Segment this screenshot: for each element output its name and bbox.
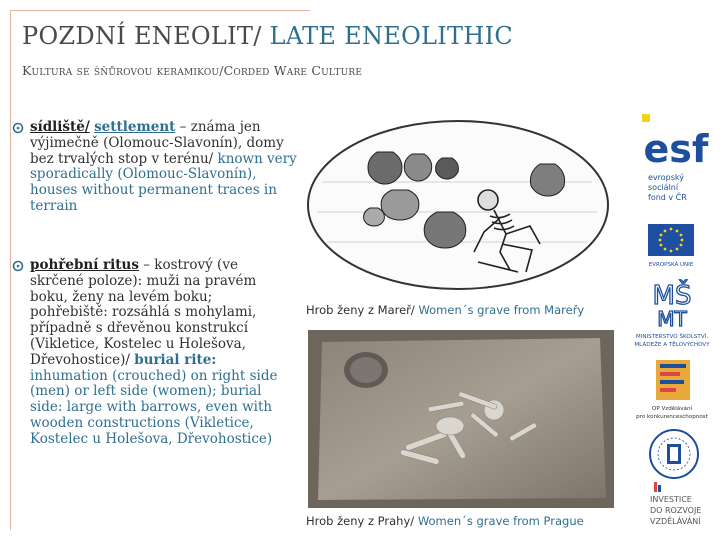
term-settlement-en: settlement (94, 119, 176, 135)
msmt-logo-icon (653, 279, 692, 331)
investice-line3: VZDĚLÁVÁNÍ (650, 517, 701, 526)
caption-prague-en: Women´s grave from Prague (417, 514, 584, 528)
bullet-icon (12, 260, 24, 272)
burial-text-en: inhumation (crouched) on right side (men) or left side (women); burial side: large with barrows, even with wooden constructions (Vikletice, Kostelec u Holešova, Dřevohostice) (30, 367, 278, 447)
caption-marefy (306, 303, 584, 317)
term-burial-cz: pohřební ritus (30, 257, 139, 273)
investice-line1: INVESTICE (650, 495, 692, 504)
eu-flag-icon (648, 224, 694, 256)
subtitle-czech: Kultura se šňůrovou keramikou/ (22, 63, 224, 78)
bullet-burial-rite (30, 258, 292, 448)
op-line2: pro konkurenceschopnost (636, 414, 708, 420)
grave-illustration (302, 112, 614, 298)
slide-frame-top (10, 10, 310, 11)
esf-line1: evropský (648, 173, 684, 182)
grave-photo (308, 330, 614, 508)
investice-line2: DO ROZVOJE (650, 506, 702, 515)
slide-subtitle (22, 63, 362, 78)
op-vk-logo-icon (656, 360, 690, 400)
term-settlement-cz: sídliště/ (30, 119, 90, 135)
msmt-line2: MLÁDEŽE A TĚLOVÝCHOVY (634, 342, 710, 348)
subtitle-english: Corded Ware Culture (223, 63, 363, 78)
esf-logo-icon (642, 110, 710, 171)
slide-frame-left (10, 10, 11, 530)
svg-text:MŠ: MŠ (652, 281, 692, 311)
funding-logos (620, 104, 718, 534)
term-burial-en: burial rite: (134, 351, 217, 368)
caption-prague-cz: Hrob ženy z Prahy/ (306, 514, 415, 528)
esf-line3: fond v ČR (648, 193, 687, 202)
investice-logo-icon (654, 482, 661, 492)
msmt-line1: MINISTERSTVO ŠKOLSTVÍ, (635, 334, 709, 340)
title-english: LATE ENEOLITHIC (269, 22, 514, 50)
caption-prague (306, 514, 584, 528)
svg-text:esf: esf (643, 127, 709, 171)
burial-text-cz: – kostrový (ve skrčené poloze): muži na pravém boku, ženy na levém boku; pohřebiště: rozsáhlá s mohylami, případně s dřevěnou konstrukcí (Vikletice, Kostelec u Holešova, Dřevohostice)/ (30, 257, 257, 368)
settlement-text-cz: – známa jen výjimečně (Olomouc-Slavonín), domy bez trvalých stop v terénu/ (30, 119, 284, 167)
title-czech: POZDNÍ ENEOLIT/ (22, 22, 262, 50)
bullet-settlement (30, 120, 300, 215)
eu-label: EVROPSKÁ UNIE (648, 262, 694, 268)
settlement-text-en: known very sporadically (Olomouc-Slavonín), houses without permanent traces in terrain (30, 150, 297, 214)
svg-text:MT: MT (657, 307, 687, 331)
university-seal-icon (650, 430, 698, 478)
caption-marefy-cz: Hrob ženy z Mareř/ (306, 303, 415, 317)
caption-marefy-en: Women´s grave from Mareřy (418, 303, 585, 317)
bullet-icon (12, 122, 24, 134)
esf-line2: sociální (648, 183, 679, 192)
slide-title (22, 22, 513, 50)
op-line1: OP Vzdělávání (651, 406, 693, 412)
